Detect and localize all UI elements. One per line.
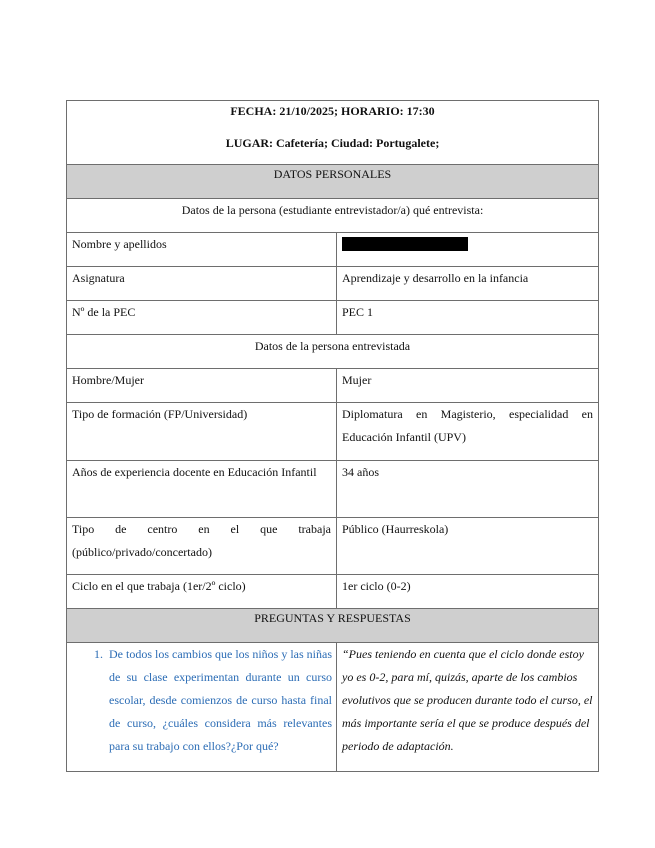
gender-row	[67, 369, 599, 403]
subject-label: Asignatura	[67, 267, 337, 301]
qa-row	[67, 643, 599, 772]
section-title-qa: PREGUNTAS Y RESPUESTAS	[67, 609, 599, 643]
interview-form-table	[66, 100, 599, 772]
header-row	[67, 101, 599, 165]
gender-value: Mujer	[337, 369, 599, 403]
pec-label: Nº de la PEC	[67, 301, 337, 335]
cycle-value: 1er ciclo (0-2)	[337, 575, 599, 609]
answer-text: “Pues teniendo en cuenta que el ciclo donde estoy yo es 0-2, para mí, quizás, aparte de los cambios evolutivos que se producen durante todo el curso, el más importante sería el que se produce después del periodo de adaptación.	[337, 643, 599, 772]
subject-row	[67, 267, 599, 301]
name-row	[67, 233, 599, 267]
name-label: Nombre y apellidos	[67, 233, 337, 267]
interviewer-heading: Datos de la persona (estudiante entrevistador/a) qué entrevista:	[67, 199, 599, 233]
center-label: Tipo de centro en el que trabaja (público/privado/concertado)	[67, 518, 337, 575]
years-label: Años de experiencia docente en Educación Infantil	[67, 461, 337, 518]
location-line: LUGAR: Cafetería; Ciudad: Portugalete;	[225, 136, 440, 150]
question-text: De todos los cambios que los niños y las niñas de su clase experimentan durante un curso escolar, desde comienzos de curso hasta final de curso, ¿cuáles considera más relevantes para su trabajo con ellos?¿Por qué?	[109, 647, 332, 753]
name-value-cell	[337, 233, 599, 267]
pec-value: PEC 1	[337, 301, 599, 335]
pec-row	[67, 301, 599, 335]
training-row	[67, 403, 599, 461]
subject-value: Aprendizaje y desarrollo en la infancia	[337, 267, 599, 301]
section-title-personal: DATOS PERSONALES	[67, 165, 599, 199]
date-time-line: FECHA: 21/10/2025; HORARIO: 17:30	[230, 104, 435, 118]
question-cell	[67, 643, 337, 772]
center-value: Público (Haurreskola)	[337, 518, 599, 575]
interviewee-heading-row	[67, 335, 599, 369]
gender-label: Hombre/Mujer	[67, 369, 337, 403]
interviewer-heading-row	[67, 199, 599, 233]
training-label: Tipo de formación (FP/Universidad)	[67, 403, 337, 461]
redacted-name-block	[342, 237, 468, 251]
question-number: 1.	[94, 647, 103, 661]
cycle-label: Ciclo en el que trabaja (1er/2º ciclo)	[67, 575, 337, 609]
interviewee-heading: Datos de la persona entrevistada	[67, 335, 599, 369]
training-value: Diplomatura en Magisterio, especialidad en Educación Infantil (UPV)	[337, 403, 599, 461]
section-row-qa	[67, 609, 599, 643]
question-wrap	[67, 643, 332, 758]
years-row	[67, 461, 599, 518]
cycle-row	[67, 575, 599, 609]
header-cell	[67, 101, 599, 165]
section-row-personal	[67, 165, 599, 199]
center-row	[67, 518, 599, 575]
years-value: 34 años	[337, 461, 599, 518]
